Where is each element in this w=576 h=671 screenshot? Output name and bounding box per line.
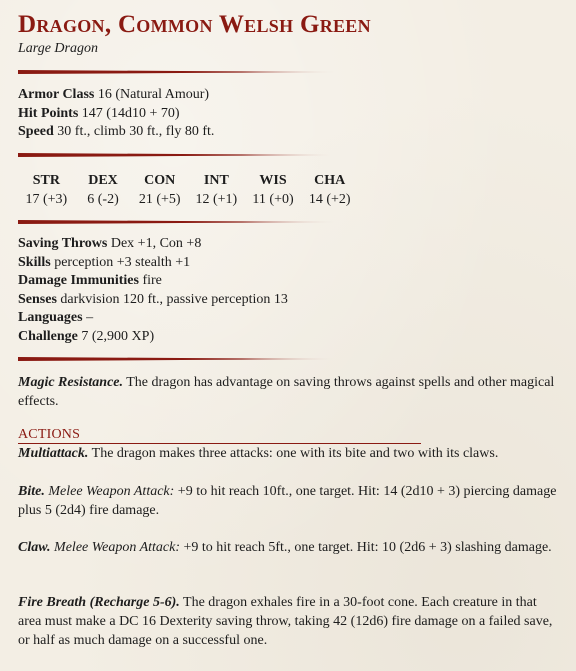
monster-type: Large Dragon (18, 41, 98, 56)
divider (18, 153, 338, 157)
divider (18, 220, 338, 224)
trait-magic-resistance: Magic Resistance. The dragon has advantage on saving throws against spells and other magical effects. (18, 375, 555, 409)
divider (18, 357, 338, 361)
ability-scores (18, 172, 358, 211)
ability-dex: DEX 6 (-2) (87, 173, 119, 207)
ability-wis: WIS 11 (+0) (252, 173, 294, 207)
action-multiattack: Multiattack. The dragon makes three attacks: one with its bite and two with its claws. (18, 446, 499, 461)
senses: Senses darkvision 120 ft., passive perception 13 (18, 291, 288, 307)
monster-name: Dragon, Common Welsh Green (18, 11, 371, 38)
ability-con: CON 21 (+5) (138, 173, 181, 207)
divider (18, 70, 338, 74)
ability-int: INT 12 (+1) (195, 173, 238, 207)
details (18, 235, 288, 346)
hit-points: Hit Points 147 (14d10 + 70) (18, 105, 180, 121)
action-fire-breath: Fire Breath (Recharge 5-6). The dragon exhales fire in a 30-foot cone. Each creature in that area must make a DC 16 Dexterity saving throw, taking 42 (12d6) fire damage on a failed save, or half as much damage on a successful one. (18, 595, 553, 648)
saving-throws: Saving Throws Dex +1, Con +8 (18, 236, 202, 251)
action-claw: Claw. Melee Weapon Attack: +9 to hit reach 5ft., one target. Hit: 10 (2d6 + 3) slashing damage. (18, 540, 552, 555)
ability-cha: CHA 14 (+2) (308, 173, 351, 207)
challenge: Challenge 7 (2,900 XP) (18, 328, 155, 344)
speed: Speed 30 ft., climb 30 ft., fly 80 ft. (18, 124, 215, 139)
damage-immunities: Damage Immunities fire (18, 273, 162, 288)
actions-heading: ACTIONS (18, 427, 421, 444)
armor-class: Armor Class 16 (Natural Amour) (18, 87, 210, 102)
ability-str: STR 17 (+3) (25, 173, 68, 207)
action-bite: Bite. Melee Weapon Attack: +9 to hit reach 10ft., one target. Hit: 14 (2d10 + 3) piercing damage plus 5 (2d4) fire damage. (18, 484, 557, 518)
skills: Skills perception +3 stealth +1 (18, 254, 191, 270)
languages: Languages – (18, 310, 94, 325)
core-stats (18, 86, 214, 142)
